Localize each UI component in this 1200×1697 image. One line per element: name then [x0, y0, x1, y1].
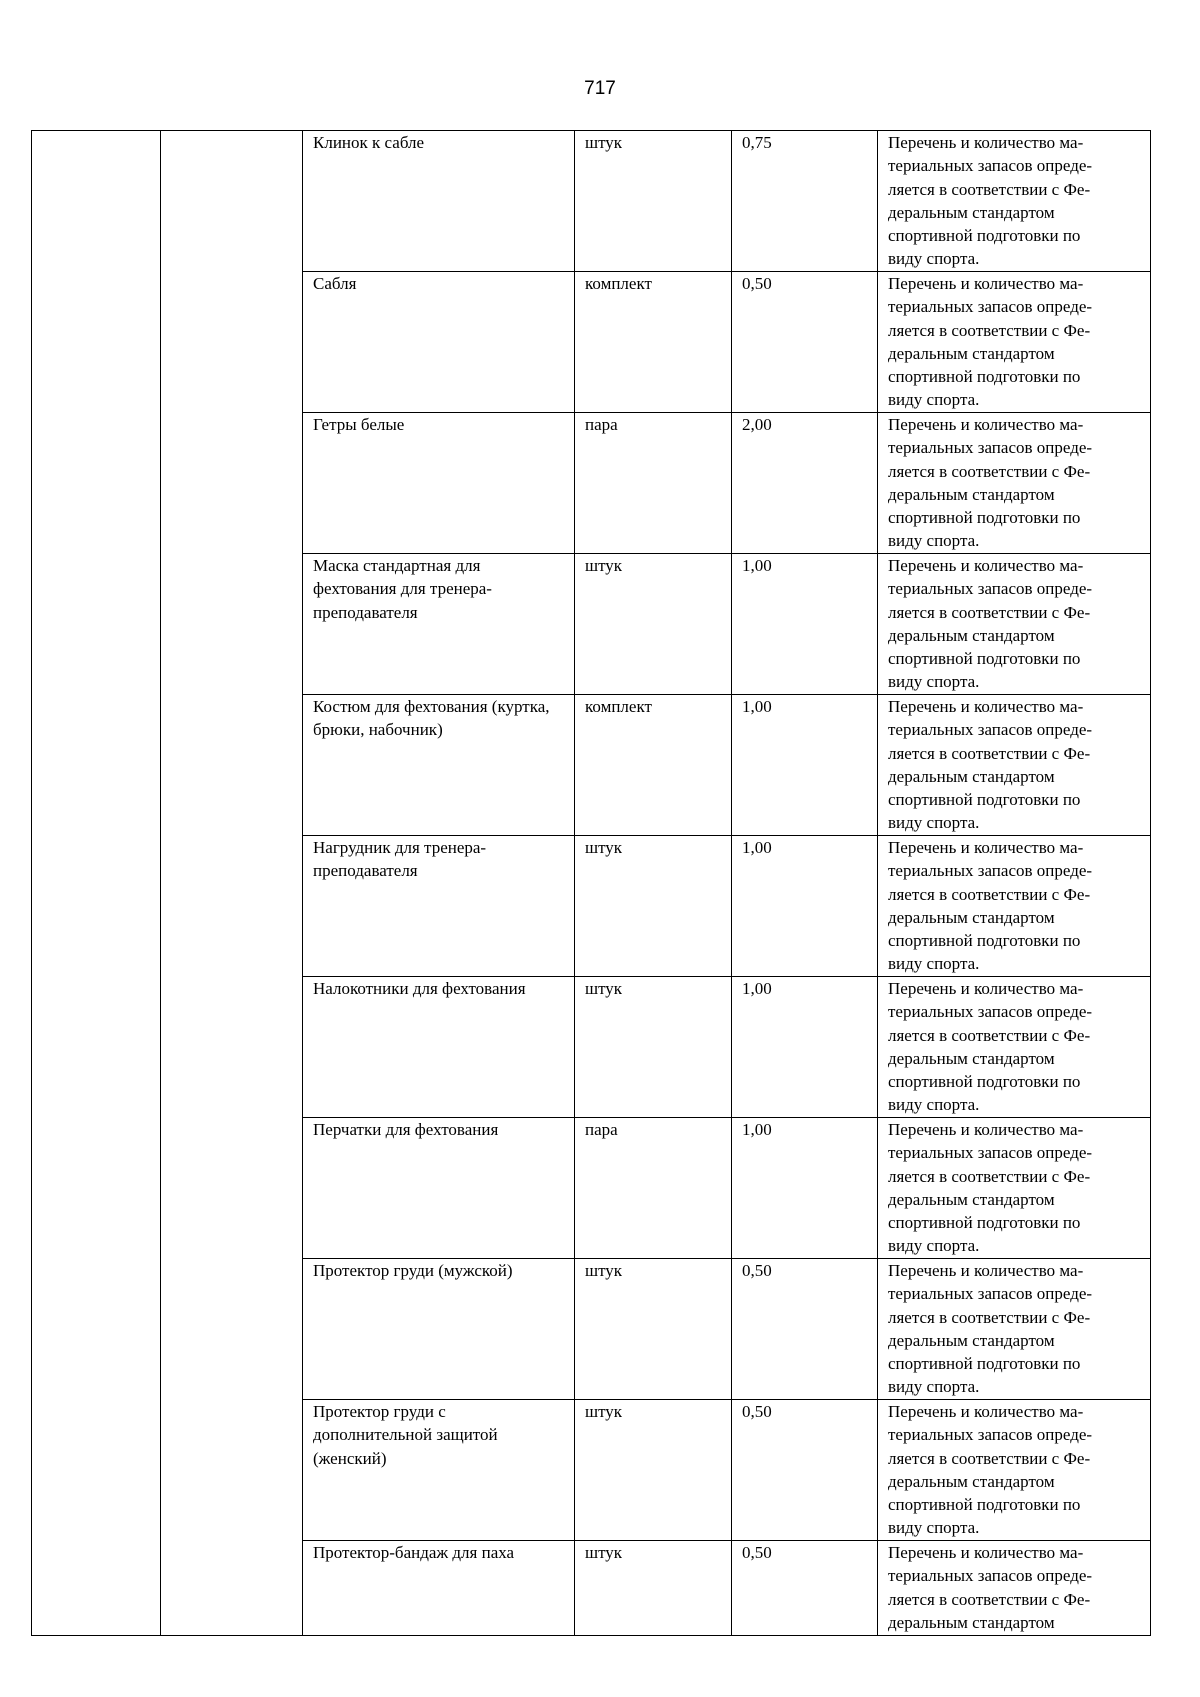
- unit-cell: комплект: [575, 272, 732, 413]
- quantity-cell: 1,00: [732, 977, 878, 1118]
- note-cell: Перечень и количество ма- териальных запасов опреде- ляется в соответствии с Фе- деральным стандартом: [878, 1541, 1151, 1636]
- note-cell: Перечень и количество ма- териальных запасов опреде- ляется в соответствии с Фе- деральным стандартом спортивной подготовки по виду спорта.: [878, 1118, 1151, 1259]
- note-cell: Перечень и количество ма- териальных запасов опреде- ляется в соответствии с Фе- деральным стандартом спортивной подготовки по виду спорта.: [878, 977, 1151, 1118]
- page-number: 717: [584, 78, 616, 99]
- item-name-cell: Костюм для фехтования (куртка, брюки, набочник): [303, 695, 575, 836]
- unit-cell: штук: [575, 131, 732, 272]
- note-cell: Перечень и количество ма- териальных запасов опреде- ляется в соответствии с Фе- деральным стандартом спортивной подготовки по виду спорта.: [878, 1259, 1151, 1400]
- item-name-cell: Налокотники для фехтования: [303, 977, 575, 1118]
- item-name-cell: Клинок к сабле: [303, 131, 575, 272]
- quantity-cell: 0,50: [732, 1400, 878, 1541]
- equipment-table: [31, 130, 1151, 1636]
- quantity-cell: 1,00: [732, 554, 878, 695]
- quantity-cell: 2,00: [732, 413, 878, 554]
- quantity-cell: 0,75: [732, 131, 878, 272]
- quantity-cell: 0,50: [732, 1259, 878, 1400]
- quantity-cell: 0,50: [732, 272, 878, 413]
- unit-cell: штук: [575, 554, 732, 695]
- quantity-cell: 1,00: [732, 695, 878, 836]
- note-cell: Перечень и количество ма- териальных запасов опреде- ляется в соответствии с Фе- деральным стандартом спортивной подготовки по виду спорта.: [878, 1400, 1151, 1541]
- item-name-cell: Перчатки для фехтования: [303, 1118, 575, 1259]
- item-name-cell: Гетры белые: [303, 413, 575, 554]
- unit-cell: пара: [575, 413, 732, 554]
- note-cell: Перечень и количество ма- териальных запасов опреде- ляется в соответствии с Фе- деральным стандартом спортивной подготовки по виду спорта.: [878, 695, 1151, 836]
- note-cell: Перечень и количество ма- териальных запасов опреде- ляется в соответствии с Фе- деральным стандартом спортивной подготовки по виду спорта.: [878, 413, 1151, 554]
- quantity-cell: 1,00: [732, 836, 878, 977]
- empty-cell-col1: [32, 131, 161, 1636]
- item-name-cell: Сабля: [303, 272, 575, 413]
- unit-cell: штук: [575, 977, 732, 1118]
- note-cell: Перечень и количество ма- териальных запасов опреде- ляется в соответствии с Фе- деральным стандартом спортивной подготовки по виду спорта.: [878, 836, 1151, 977]
- note-cell: Перечень и количество ма- териальных запасов опреде- ляется в соответствии с Фе- деральным стандартом спортивной подготовки по виду спорта.: [878, 272, 1151, 413]
- table-row: [32, 131, 1151, 272]
- unit-cell: штук: [575, 1541, 732, 1636]
- unit-cell: штук: [575, 1400, 732, 1541]
- quantity-cell: 0,50: [732, 1541, 878, 1636]
- note-cell: Перечень и количество ма- териальных запасов опреде- ляется в соответствии с Фе- деральным стандартом спортивной подготовки по виду спорта.: [878, 554, 1151, 695]
- empty-cell-col2: [161, 131, 303, 1636]
- unit-cell: пара: [575, 1118, 732, 1259]
- item-name-cell: Маска стандартная для фехтования для тренера-преподавателя: [303, 554, 575, 695]
- item-name-cell: Протектор груди (мужской): [303, 1259, 575, 1400]
- unit-cell: штук: [575, 836, 732, 977]
- item-name-cell: Протектор груди с дополнительной защитой (женский): [303, 1400, 575, 1541]
- quantity-cell: 1,00: [732, 1118, 878, 1259]
- item-name-cell: Протектор-бандаж для паха: [303, 1541, 575, 1636]
- unit-cell: комплект: [575, 695, 732, 836]
- note-cell: Перечень и количество ма- териальных запасов опреде- ляется в соответствии с Фе- деральным стандартом спортивной подготовки по виду спорта.: [878, 131, 1151, 272]
- unit-cell: штук: [575, 1259, 732, 1400]
- item-name-cell: Нагрудник для тренера-преподавателя: [303, 836, 575, 977]
- table-body: [32, 131, 1151, 1636]
